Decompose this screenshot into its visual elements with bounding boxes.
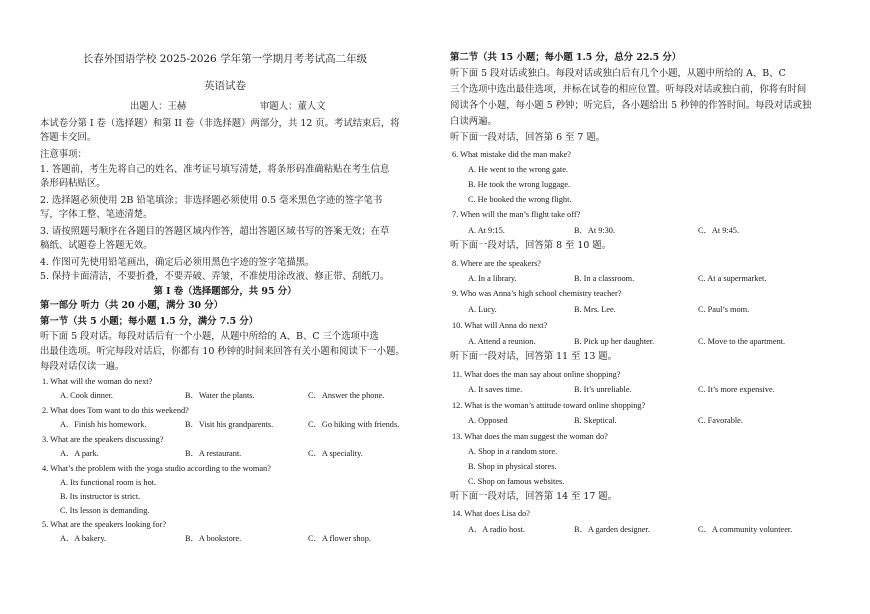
option-c: C. Favorable. — [698, 416, 743, 425]
option-b: B．Visit his grandparents. — [185, 420, 274, 429]
question-10: 10. What will Anna do next? — [452, 321, 548, 330]
part-1-heading: 第一部分 听力（共 20 小题，满分 30 分） — [40, 300, 224, 311]
question-12: 12. What is the woman’s attitude toward online shopping? — [452, 401, 646, 410]
option-a: A. He went to the wrong gate. — [468, 165, 568, 174]
notes-title: 注意事项： — [40, 149, 87, 160]
section-2-instructions: 三个选项中选出最佳选项，并标在试卷的相应位置。听每段对话或独白前，你将有时间 — [450, 84, 807, 95]
option-a: A. It saves time. — [468, 385, 523, 394]
option-c: C. He booked the wrong flight. — [468, 195, 572, 204]
note-line: 写，字体工整、笔迹清楚。 — [40, 209, 153, 220]
question-13: 13. What does the man suggest the woman do? — [452, 432, 608, 441]
listening-prompt: 听下面一段对话，回答第 6 至 7 题。 — [450, 132, 606, 143]
option-c: C．Answer the phone. — [308, 391, 385, 400]
note-line: 3. 请按照题号顺序在各题目的答题区域内作答，超出答题区域书写的答案无效；在草 — [40, 226, 390, 237]
question-5: 5. What are the speakers looking for? — [42, 520, 167, 529]
volume-1-heading: 第 I 卷（选择题部分，共 95 分） — [153, 286, 297, 297]
option-b: B. In a classroom. — [574, 274, 635, 283]
listening-prompt: 听下面一段对话，回答第 11 至 13 题。 — [450, 351, 618, 362]
question-3: 3. What are the speakers discussing? — [42, 435, 164, 444]
option-a: A. Lucy. — [468, 305, 497, 314]
option-a: A．Finish his homework. — [60, 420, 147, 429]
question-2: 2. What does Tom want to do this weekend? — [42, 406, 189, 415]
option-c: C. Shop on famous websites. — [468, 477, 565, 486]
section-1-instructions: 每段对话仅读一遍。 — [40, 361, 125, 372]
option-b: B．Water the plants. — [185, 391, 255, 400]
intro-line-1: 本试卷分第 I 卷（选择题）和第 II 卷（非选择题）两部分，共 12 页。考试结束后，将 — [40, 118, 400, 129]
question-6: 6. What mistake did the man make? — [452, 150, 571, 159]
section-2-instructions: 白读两遍。 — [450, 116, 497, 127]
option-a: A. Its functional room is hot. — [60, 478, 157, 487]
option-c: C．A flower shop. — [308, 534, 371, 543]
reviewer-name: 审题人：董人文 — [260, 101, 326, 112]
listening-prompt: 听下面一段对话，回答第 8 至 10 题。 — [450, 240, 612, 251]
intro-line-2: 答题卡交回。 — [40, 132, 97, 143]
question-1: 1. What will the woman do next? — [42, 377, 153, 386]
question-7: 7. When will the man’s flight take off? — [452, 210, 581, 219]
exam-title: 长春外国语学校 2025-2026 学年第一学期月考考试高二年级 — [82, 53, 368, 65]
option-a: A．A park. — [60, 449, 99, 458]
option-a: A. Shop in a random store. — [468, 447, 558, 456]
option-b: B．A bookstore. — [185, 534, 242, 543]
option-b: B. Mrs. Lee. — [574, 305, 616, 314]
option-c: C. It’s more expensive. — [698, 385, 775, 394]
option-b: B．A garden designer. — [574, 525, 650, 534]
question-8: 8. Where are the speakers? — [452, 259, 541, 268]
option-b: B. Pick up her daughter. — [574, 337, 655, 346]
listening-prompt: 听下面一段对话，回答第 14 至 17 题。 — [450, 491, 618, 502]
question-14: 14. What does Lisa do? — [452, 509, 530, 518]
option-a: A. Attend a reunion. — [468, 337, 536, 346]
option-c: C. Paul’s mom. — [698, 305, 750, 314]
option-c: C．A community volunteer. — [698, 525, 793, 534]
question-11: 11. What does the man say about online shopping? — [452, 370, 621, 379]
option-a: A. Opposed — [468, 416, 508, 425]
option-a: A. Cook dinner. — [60, 391, 114, 400]
option-c: C．At 9:45. — [698, 226, 740, 235]
option-b: B. It’s unreliable. — [574, 385, 632, 394]
option-a: A. In a library. — [468, 274, 517, 283]
note-line: 5. 保持卡面清洁，不要折叠，不要弄破、弄皱，不准使用涂改液、修正带、刮纸刀。 — [40, 271, 390, 282]
section-2-heading: 第二节（共 15 小题；每小题 1.5 分，总分 22.5 分） — [450, 52, 682, 63]
option-a: A．A bakery. — [60, 534, 107, 543]
section-1-instructions: 出最佳选项。听完每段对话后，你都有 10 秒钟的时间来回答有关小题和阅读下一小题。 — [40, 346, 405, 357]
setter-name: 出题人：王赫 — [130, 101, 187, 112]
note-line: 4. 作图可先使用铅笔画出，确定后必须用黑色字迹的签字笔描黑。 — [40, 257, 315, 268]
option-b: B．A restaurant. — [185, 449, 242, 458]
option-b: B. Shop in physical stores. — [468, 462, 557, 471]
option-b: B. Skeptical. — [574, 416, 617, 425]
note-line: 稿纸、试题卷上答题无效。 — [40, 240, 153, 251]
option-c: C．Go hiking with friends. — [308, 420, 400, 429]
question-4: 4. What’s the problem with the yoga studio according to the woman? — [42, 464, 271, 473]
option-c: C. Move to the apartment. — [698, 337, 786, 346]
note-line: 1. 答题前，考生先将自己的姓名、准考证号填写清楚，将条形码准确粘贴在考生信息 — [40, 164, 390, 175]
question-9: 9. Who was Anna’s high school chemistry teacher? — [452, 289, 622, 298]
option-c: C. Its lesson is demanding. — [60, 506, 150, 515]
note-line: 2. 选择题必须使用 2B 铅笔填涂；非选择题必须使用 0.5 毫米黑色字迹的签字笔书 — [40, 195, 383, 206]
option-c: C．A speciality. — [308, 449, 363, 458]
note-line: 条形码粘贴区。 — [40, 178, 106, 189]
option-b: B．At 9:30. — [574, 226, 616, 235]
section-2-instructions: 听下面 5 段对话或独白。每段对话或独白后有几个小题，从题中所给的 A、B、C — [450, 68, 786, 79]
section-2-instructions: 阅读各个小题，每小题 5 秒钟；听完后，各小题给出 5 秒钟的作答时间。每段对话或独 — [450, 100, 812, 111]
section-1-heading: 第一节（共 5 小题；每小题 1.5 分，满分 7.5 分） — [40, 316, 259, 327]
exam-subject: 英语试卷 — [204, 80, 246, 92]
option-b: B. Its instructor is strict. — [60, 492, 141, 501]
option-b: B. He took the wrong luggage. — [468, 180, 571, 189]
option-a: A．A radio host. — [468, 525, 525, 534]
option-a: A. At 9:15. — [468, 226, 505, 235]
option-c: C. At a supermarket. — [698, 274, 767, 283]
section-1-instructions: 听下面 5 段对话。每段对话后有一个小题，从题中所给的 A、B、C 三个选项中选 — [40, 331, 379, 342]
